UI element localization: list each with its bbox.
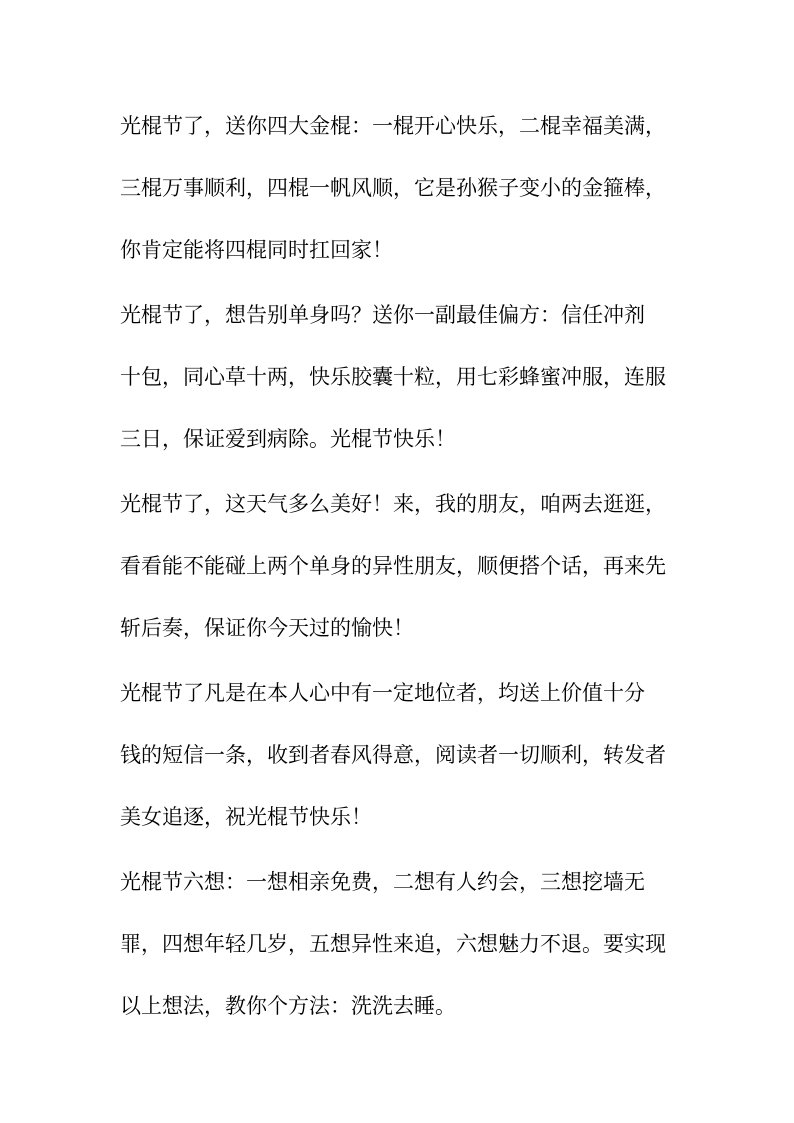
text-line: 以上想法，教你个方法：洗洗去睡。	[120, 994, 456, 1018]
text-line: 斩后奏，保证你今天过的愉快！	[120, 616, 414, 640]
text-line: 罪，四想年轻几岁，五想异性来追，六想魅力不退。要实现	[120, 932, 666, 956]
text-line: 光棍节了凡是在本人心中有一定地位者，均送上价值十分	[120, 681, 645, 705]
text-line: 光棍节了，送你四大金棍：一棍开心快乐，二棍幸福美满，	[120, 114, 666, 138]
text-line: 看看能不能碰上两个单身的异性朋友，顺便搭个话，再来先	[120, 554, 666, 578]
text-line: 光棍节六想：一想相亲免费，二想有人约会，三想挖墙无	[120, 870, 645, 894]
text-line: 十包，同心草十两，快乐胶囊十粒，用七彩蜂蜜冲服，连服	[120, 365, 666, 389]
text-line: 钱的短信一条，收到者春风得意，阅读者一切顺利，转发者	[120, 743, 666, 767]
text-line: 你肯定能将四棍同时扛回家！	[120, 238, 393, 262]
text-line: 三棍万事顺利，四棍一帆风顺，它是孙猴子变小的金箍棒，	[120, 176, 666, 200]
text-line: 三日，保证爱到病除。光棍节快乐！	[120, 427, 456, 451]
text-line: 美女追逐，祝光棍节快乐！	[120, 805, 372, 829]
text-line: 光棍节了，这天气多么美好！来，我的朋友，咱两去逛逛，	[120, 492, 666, 516]
text-line: 光棍节了，想告别单身吗？送你一副最佳偏方：信任冲剂	[120, 303, 645, 327]
